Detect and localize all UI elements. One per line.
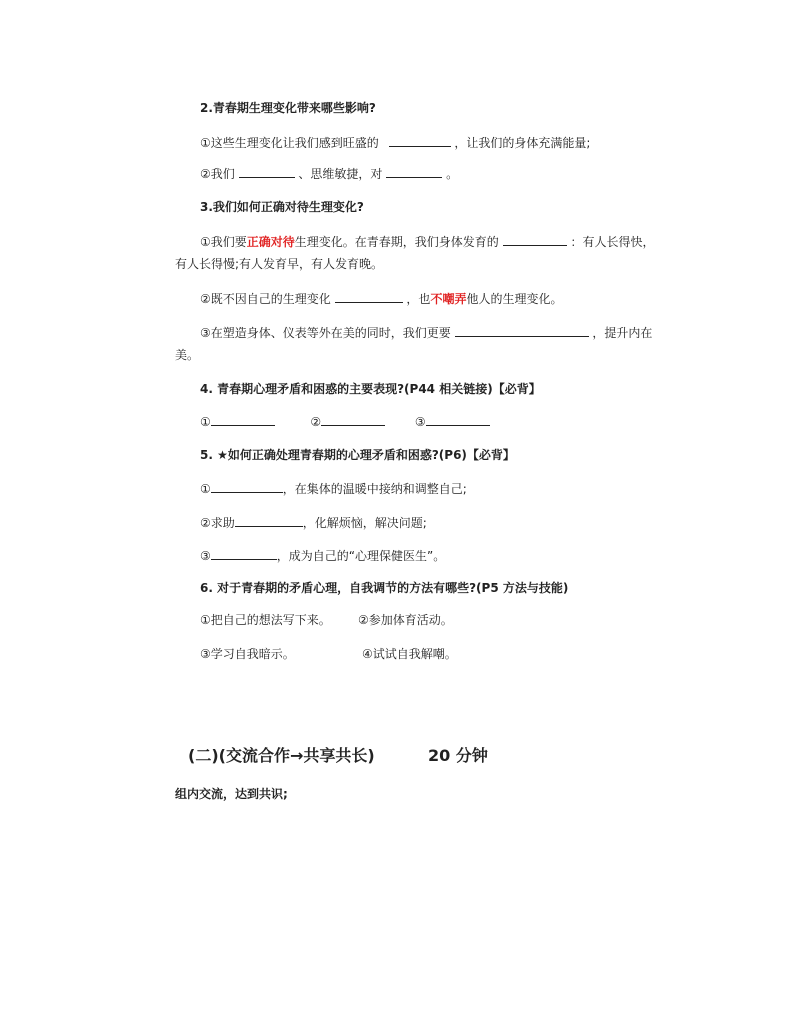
q5-item3-text-a: ③ bbox=[200, 549, 211, 563]
q6-method-3: ③学习自我暗示。 bbox=[200, 647, 295, 661]
q4-answers bbox=[200, 413, 490, 430]
q5-item3-text-b: ，成为自己的“心理保健医生”。 bbox=[276, 549, 446, 563]
q5-item3-blank[interactable] bbox=[211, 547, 277, 560]
q3-item1 bbox=[200, 233, 654, 250]
q3-item3-text-b: ，提升内在 bbox=[592, 326, 653, 340]
q5-item2-text-a: ②求助 bbox=[200, 516, 235, 530]
q3-item3 bbox=[200, 324, 652, 341]
q2-item1 bbox=[200, 134, 590, 151]
q4-mark-3: ③ bbox=[414, 415, 426, 429]
q2-item1-blank[interactable] bbox=[389, 134, 451, 147]
q4-mark-1: ① bbox=[200, 415, 211, 429]
q4-mark-2: ② bbox=[310, 415, 322, 429]
q2-title: 2.青春期生理变化带来哪些影响? bbox=[200, 101, 376, 115]
q2-item2-blank-2[interactable] bbox=[386, 165, 442, 178]
q3-item2 bbox=[200, 290, 562, 307]
q3-item3-blank[interactable] bbox=[455, 324, 589, 337]
q5-item2-text-b: ，化解烦恼，解决问题; bbox=[302, 516, 427, 530]
q2-item1-text-b: ，让我们的身体充满能量; bbox=[454, 136, 591, 150]
section2-time: 20 分钟 bbox=[428, 746, 488, 765]
q3-item1-text-a: ①我们要 bbox=[200, 235, 247, 249]
q3-item2-text-a: ②既不因自己的生理变化 bbox=[200, 292, 331, 306]
q5-item3 bbox=[200, 547, 445, 564]
q3-item2-emphasis: 不嘲弄 bbox=[430, 292, 467, 306]
q5-item1 bbox=[200, 480, 467, 497]
q2-item1-text-a: ①这些生理变化让我们感到旺盛的 bbox=[200, 136, 379, 150]
q6-method-2: ②参加体育活动。 bbox=[358, 613, 453, 627]
q2-item2-blank-1[interactable] bbox=[239, 165, 295, 178]
q4-blank-2[interactable] bbox=[321, 413, 385, 426]
q3-item1-continued: 有人长得慢;有人发育早，有人发育晚。 bbox=[175, 257, 384, 271]
q3-item2-text-c: 他人的生理变化。 bbox=[466, 292, 563, 306]
q3-item3-text-a: ③在塑造身体、仪表等外在美的同时，我们更要 bbox=[200, 326, 451, 340]
q3-item1-blank[interactable] bbox=[503, 233, 567, 246]
q4-blank-1[interactable] bbox=[211, 413, 275, 426]
q3-item1-text-c: ：有人长得快， bbox=[570, 235, 655, 249]
q3-item1-emphasis: 正确对待 bbox=[246, 235, 295, 249]
q3-item3-continued: 美。 bbox=[175, 348, 200, 362]
q2-item2-text-c: 。 bbox=[446, 167, 459, 181]
q5-item1-text-b: ，在集体的温暖中接纳和调整自己; bbox=[282, 482, 467, 496]
q5-title: 5. ★如何正确处理青春期的心理矛盾和困惑?(P6)【必背】 bbox=[200, 448, 515, 462]
q5-item2 bbox=[200, 514, 427, 531]
section2-title: (二)(交流合作→共享共长) bbox=[188, 746, 375, 765]
q3-item2-text-b: ，也 bbox=[406, 292, 431, 306]
q6-method-4: ④试试自我解嘲。 bbox=[362, 647, 457, 661]
q2-item2-text-a: ②我们 bbox=[200, 167, 235, 181]
q5-item1-text-a: ① bbox=[200, 482, 211, 496]
section2-note: 组内交流，达到共识; bbox=[175, 787, 288, 801]
q3-title: 3.我们如何正确对待生理变化? bbox=[200, 200, 364, 214]
q5-item2-blank[interactable] bbox=[235, 514, 303, 527]
q6-title: 6. 对于青春期的矛盾心理，自我调节的方法有哪些?(P5 方法与技能) bbox=[200, 581, 569, 595]
q5-item1-blank[interactable] bbox=[211, 480, 283, 493]
q2-item2 bbox=[200, 165, 458, 182]
q3-item2-blank[interactable] bbox=[335, 290, 403, 303]
q2-item2-text-b: 、思维敏捷，对 bbox=[298, 167, 383, 181]
q3-item1-text-b: 生理变化。在青春期，我们身体发育的 bbox=[294, 235, 499, 249]
q4-title: 4. 青春期心理矛盾和困惑的主要表现?(P44 相关链接)【必背】 bbox=[200, 382, 541, 396]
q6-method-1: ①把自己的想法写下来。 bbox=[200, 613, 331, 627]
q4-blank-3[interactable] bbox=[426, 413, 490, 426]
